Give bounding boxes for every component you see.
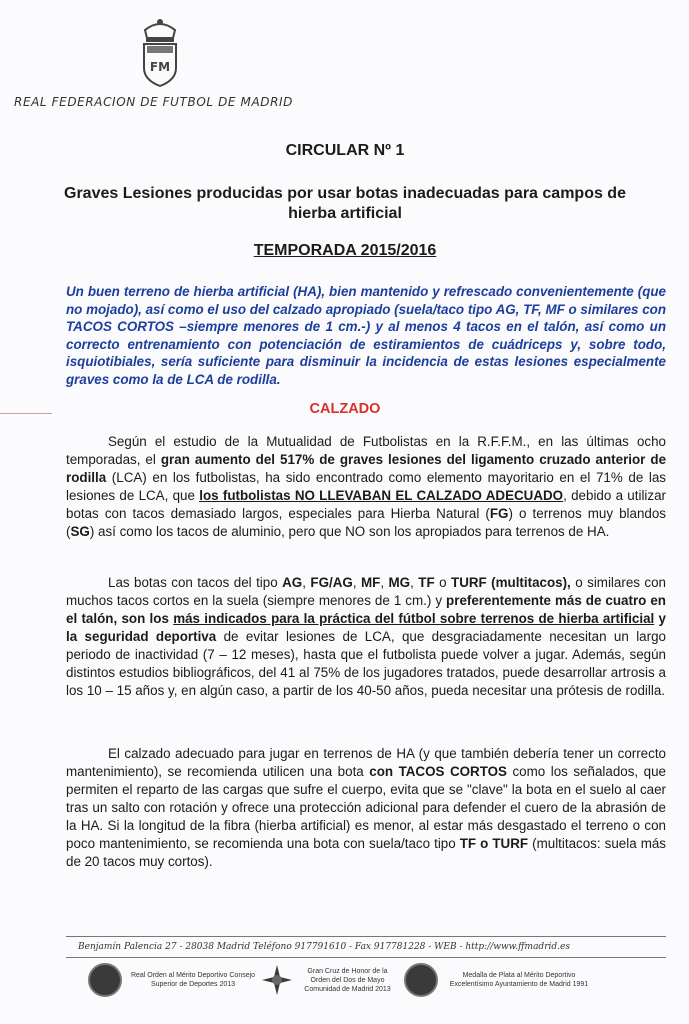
p2-bold: y la seguridad deportiva xyxy=(66,611,666,644)
section-title: CALZADO xyxy=(309,401,381,417)
p3-text: (multitacos: suela más de 20 tacos muy cortos). xyxy=(66,836,666,869)
p2-bold: FG/AG xyxy=(310,575,353,590)
p2-bold: MF xyxy=(361,575,381,590)
cross-of-honor-icon xyxy=(260,963,294,997)
p3-bold: con TACOS CORTOS xyxy=(369,764,507,779)
p3-text: como los señalados, que permiten el reparto de las cargas que sufre el cuerpo, evita que se "clave" la bota en el suelo al caer tras un salto con rotación y ofrece una protección adicional para defender el cuero de la abrasión de la HA. Si la longitud de la fibra (hierba artificial) es menor, al estar más desgastado el terreno o con poco mantenimiento, se recomienda una bota con suela/taco tipo xyxy=(66,764,666,851)
footer-divider xyxy=(66,936,666,937)
p1-bold: SG xyxy=(70,524,90,539)
p2-text: o similares con muchos tacos cortos en la suela (siempre menores de 1 cm.) y xyxy=(66,575,667,608)
p2-text: o xyxy=(434,575,452,590)
award-3-text: Medalla de Plata al Mérito Deportivo Excelentísimo Ayuntamiento de Madrid 1991 xyxy=(449,972,589,988)
p2-bold: TURF (multitacos), xyxy=(451,575,571,590)
p2-text: , xyxy=(302,575,311,590)
p2-text: de evitar lesiones de LCA, que desgraciadamente necesitan un largo periodo de inactividad (7 – 12 meses), hasta que el futbolista puede volver a jugar. Además, según distintos estudios bibliográficos, del 41 al 75% de los jugadores tratados, puede desarrollar artrosis a los 10 – 15 años y, en algún caso, a partir de los 40-50 años, pueda necesitar una prótesis de rodilla. xyxy=(66,629,666,698)
paragraph-1 xyxy=(66,433,666,541)
p2-underlined-bold: más indicados para la práctica del fútbol sobre terrenos de hierba artificial xyxy=(173,611,655,626)
silver-medal-icon xyxy=(404,963,438,997)
p1-text: ) así como los tacos de aluminio, pero que NO son los apropiados para terrenos de HA. xyxy=(89,524,610,539)
p2-text: Las botas con tacos del tipo xyxy=(108,575,283,590)
p2-bold: preferentemente más de cuatro en el talón, son los xyxy=(66,593,666,626)
p2-bold: TF xyxy=(418,575,435,590)
award-1-text: Real Orden al Mérito Deportivo Consejo Superior de Deportes 2013 xyxy=(130,972,256,988)
medal-icon xyxy=(88,963,122,997)
p1-text: ) o terrenos muy blandos ( xyxy=(66,506,666,539)
p1-underlined-bold: los futbolistas NO LLEVABAN EL CALZADO ADECUADO xyxy=(199,488,564,503)
p3-bold: TF o TURF xyxy=(459,836,529,851)
award-2 xyxy=(260,963,395,997)
document-title: Graves Lesiones producidas por usar botas inadecuadas para campos de hierba artificial xyxy=(64,185,626,222)
p2-bold: MG xyxy=(388,575,411,590)
p1-text: (LCA) en los futbolistas, ha sido encontrado como elemento mayoritario en el 71% de las lesiones de LCA, que xyxy=(66,470,666,503)
award-1 xyxy=(88,963,258,997)
p2-text: , xyxy=(352,575,361,590)
award-3 xyxy=(404,963,594,997)
circular-number: CIRCULAR Nº 1 xyxy=(285,142,405,159)
p2-bold: AG xyxy=(282,575,303,590)
paragraph-2 xyxy=(66,574,666,700)
royal-crest-fm-icon xyxy=(137,16,183,88)
p1-bold: FG xyxy=(489,506,509,521)
p3-text: El calzado adecuado para jugar en terrenos de HA (y que también debería tener un correcto mantenimiento), se recomienda utilicen una bota xyxy=(66,746,666,779)
footer-divider xyxy=(66,957,666,958)
p2-text: , xyxy=(380,575,389,590)
season-label: TEMPORADA 2015/2016 xyxy=(253,242,437,259)
p2-text: , xyxy=(410,575,419,590)
svg-text:FM: FM xyxy=(149,60,171,74)
footer-awards xyxy=(88,963,608,1011)
footer-contact: Benjamín Palencia 27 - 28038 Madrid Teléfono 917791610 - Fax 917781228 - WEB - http://www.ffmadrid.es xyxy=(78,942,570,952)
paragraph-3 xyxy=(66,745,666,871)
season-heading xyxy=(40,242,650,260)
intro-paragraph: Un buen terreno de hierba artificial (HA), bien mantenido y refrescado convenientemente (que no mojado), así como el uso del calzado apropiado (suela/taco tipo AG, TF, MF o similares con TACOS CORTOS –siempre menores de 1 cm.-) y al menos 4 tacos en el talón, así como un correcto entrenamiento con potenciación de estiramientos de cuádriceps y, sobre todo, isquiotibiales, sería suficiente para disminuir la incidencia de estas lesiones especialmente graves como la de LCA de rodilla. xyxy=(66,284,666,387)
award-2-text: Gran Cruz de Honor de la Orden del Dos de Mayo Comunidad de Madrid 2013 xyxy=(304,967,391,993)
p1-bold: gran aumento del 517% de graves lesiones del ligamento cruzado anterior de rodilla xyxy=(66,452,667,485)
p1-text: , debido a utilizar botas con tacos demasiado largos, especiales para Hierba Natural ( xyxy=(66,488,666,521)
organization-name: REAL FEDERACION DE FUTBOL DE MADRID xyxy=(14,95,294,109)
p1-text: Según el estudio de la Mutualidad de Futbolistas en la R.F.F.M., en las últimas ocho temporadas, el xyxy=(66,434,666,467)
